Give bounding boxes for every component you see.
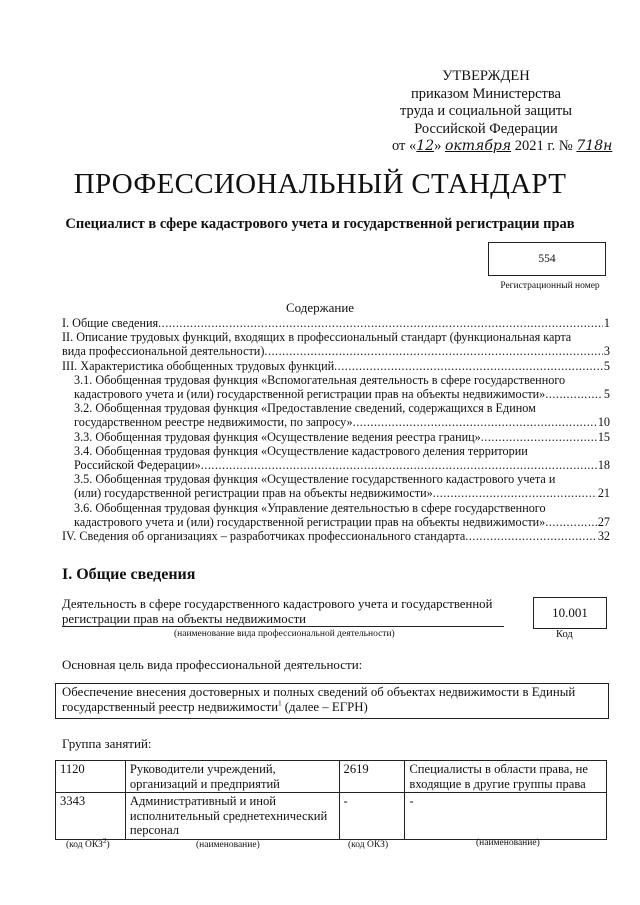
date-year: 2021 г. № <box>514 138 573 154</box>
toc-page-number: 5 <box>603 387 610 402</box>
toc-page-number: 10 <box>597 415 610 430</box>
toc-item-line <box>74 430 610 444</box>
table-row <box>56 761 607 793</box>
toc-item-text: 3.3. Обобщенная трудовая функция «Осуществление ведения реестра границ» <box>74 429 481 444</box>
date-month: октября <box>444 138 512 154</box>
toc-item <box>62 316 610 330</box>
okz-code-cell: - <box>339 793 405 840</box>
toc-leader-dots <box>465 529 597 543</box>
group-label: Группа занятий: <box>62 736 152 751</box>
toc-item-line <box>62 359 610 373</box>
toc-item-text: государственном реестре недвижимости, по запросу» <box>74 415 353 430</box>
okz-code-cell: 3343 <box>56 793 126 840</box>
toc-item-line <box>62 316 610 330</box>
activity-underline <box>62 626 504 627</box>
date-day: 12 <box>416 138 435 154</box>
table-of-contents <box>62 316 610 543</box>
toc-item-text: IV. Сведения об организациях – разработчиках профессионального стандарта <box>62 529 466 544</box>
toc-item-text: 3.5. Обобщенная трудовая функция «Осуществление государственного кадастрового учета и <box>74 472 556 487</box>
toc-item-text: 3.4. Обобщенная трудовая функция «Осуществление кадастрового деления территории <box>74 443 528 458</box>
approval-line2: приказом Министерства <box>411 85 561 102</box>
toc-item-line <box>62 344 610 358</box>
registration-label: Регистрационный номер <box>500 281 600 291</box>
goal-text-main: Обеспечение внесения достоверных и полных сведений об объектах недвижимости в Единый государственный реестр недвижимости <box>62 685 576 714</box>
toc-page-number: 27 <box>597 514 610 529</box>
date-mid: » <box>434 138 442 154</box>
toc-leader-dots <box>545 515 597 529</box>
caption-okz-code-2: (код ОКЗ) <box>348 840 389 850</box>
caption-okz-code <box>66 836 110 850</box>
toc-item <box>62 330 610 358</box>
toc-item-text: I. Общие сведения <box>62 316 159 330</box>
toc-leader-dots <box>158 316 603 330</box>
toc-item <box>62 472 610 500</box>
document-title: ПРОФЕССИОНАЛЬНЫЙ СТАНДАРТ <box>73 168 567 200</box>
okz-code-cell: 1120 <box>56 761 126 793</box>
registration-number-box <box>488 242 606 276</box>
toc-item <box>62 401 610 429</box>
toc-page-number: 32 <box>597 529 610 544</box>
okz-name-cell: - <box>405 793 607 840</box>
toc-leader-dots <box>545 387 603 401</box>
toc-item-text: 3.2. Обобщенная трудовая функция «Предоставление сведений, содержащихся в Едином <box>74 401 536 416</box>
toc-item <box>62 529 610 543</box>
approval-block <box>392 68 613 156</box>
toc-page-number: 1 <box>603 316 610 330</box>
approval-line3: труда и социальной защиты <box>400 103 572 119</box>
toc-item-text: 3.6. Обобщенная трудовая функция «Управление деятельностью в сфере государственного <box>74 500 546 515</box>
toc-item <box>62 359 610 373</box>
caption-okz-code-text: (код ОКЗ <box>66 840 103 850</box>
toc-item-line <box>74 515 610 529</box>
toc-item <box>62 373 610 401</box>
table-row <box>56 793 607 840</box>
toc-item-line <box>74 387 610 401</box>
caption-okz-code-tail: ) <box>106 840 110 850</box>
goal-label: Основная цель вида профессиональной деятельности: <box>62 657 363 672</box>
goal-text <box>62 685 602 715</box>
toc-item-line <box>74 486 610 500</box>
caption-name-2: (наименование) <box>476 838 540 848</box>
date-prefix: от « <box>392 138 417 154</box>
toc-page-number: 3 <box>603 344 610 359</box>
toc-leader-dots <box>433 486 597 500</box>
toc-item <box>62 444 610 472</box>
toc-page-number: 18 <box>597 458 610 473</box>
activity-name: Деятельность в сфере государственного кадастрового учета и государственной регистрации прав на объекты недвижимости <box>62 597 493 626</box>
toc-leader-dots <box>481 430 597 444</box>
toc-leader-dots <box>201 458 597 472</box>
section-heading: I. Общие сведения <box>62 566 196 583</box>
goal-text-tail: (далее – ЕГРН) <box>281 700 368 714</box>
approval-date <box>392 138 613 156</box>
toc-item-text: (или) государственной регистрации прав на объекты недвижимости» <box>74 486 433 501</box>
activity-code-box <box>533 597 607 629</box>
activity-caption: (наименование вида профессиональной деятельности) <box>174 629 395 639</box>
goal-footnote: 1 <box>278 699 282 708</box>
okz-code-cell: 2619 <box>339 761 405 793</box>
toc-leader-dots <box>353 415 597 429</box>
toc-item-line <box>62 529 610 543</box>
toc-item-line <box>74 415 610 429</box>
toc-item <box>62 501 610 529</box>
occupation-group-table <box>55 760 607 840</box>
toc-page-number: 5 <box>603 358 610 373</box>
code-caption: Код <box>556 629 573 640</box>
toc-leader-dots <box>334 359 603 373</box>
toc-item-text: 3.1. Обобщенная трудовая функция «Вспомогательная деятельность в сфере государственного <box>74 372 566 387</box>
okz-name-cell: Специалисты в области права, не входящие в другие группы права <box>405 761 607 793</box>
order-number: 718н <box>576 138 613 154</box>
toc-item-text: III. Характеристика обобщенных трудовых функций <box>62 358 335 373</box>
toc-leader-dots <box>264 344 603 358</box>
toc-page-number: 15 <box>597 429 610 444</box>
okz-name-cell: Руководители учреждений, организаций и предприятий <box>125 761 339 793</box>
approval-line1: УТВЕРЖДЕН <box>442 68 530 84</box>
toc-item-text: кадастрового учета и (или) государственной регистрации прав на объекты недвижимости» <box>74 387 546 402</box>
toc-item-text: II. Описание трудовых функций, входящих в профессиональный стандарт (функциональная карта <box>62 330 572 345</box>
approval-line4: Российской Федерации <box>414 120 558 137</box>
toc-item-line <box>74 458 610 472</box>
toc-item-text: Российской Федерации» <box>74 458 201 473</box>
caption-okz-footnote: 2 <box>102 836 107 845</box>
okz-name-cell: Административный и иной исполнительный среднетехнический персонал <box>125 793 339 840</box>
toc-page-number: 21 <box>597 486 610 501</box>
document-subtitle: Специалист в сфере кадастрового учета и государственной регистрации прав <box>65 216 575 232</box>
toc-item-text: вида профессиональной деятельности) <box>62 344 265 359</box>
activity-code: 10.001 <box>552 605 588 620</box>
registration-number: 554 <box>538 253 556 265</box>
toc-heading: Содержание <box>285 300 355 315</box>
toc-item <box>62 430 610 444</box>
toc-item-text: кадастрового учета и (или) государственной регистрации прав на объекты недвижимости» <box>74 514 546 529</box>
caption-name: (наименование) <box>196 840 260 850</box>
